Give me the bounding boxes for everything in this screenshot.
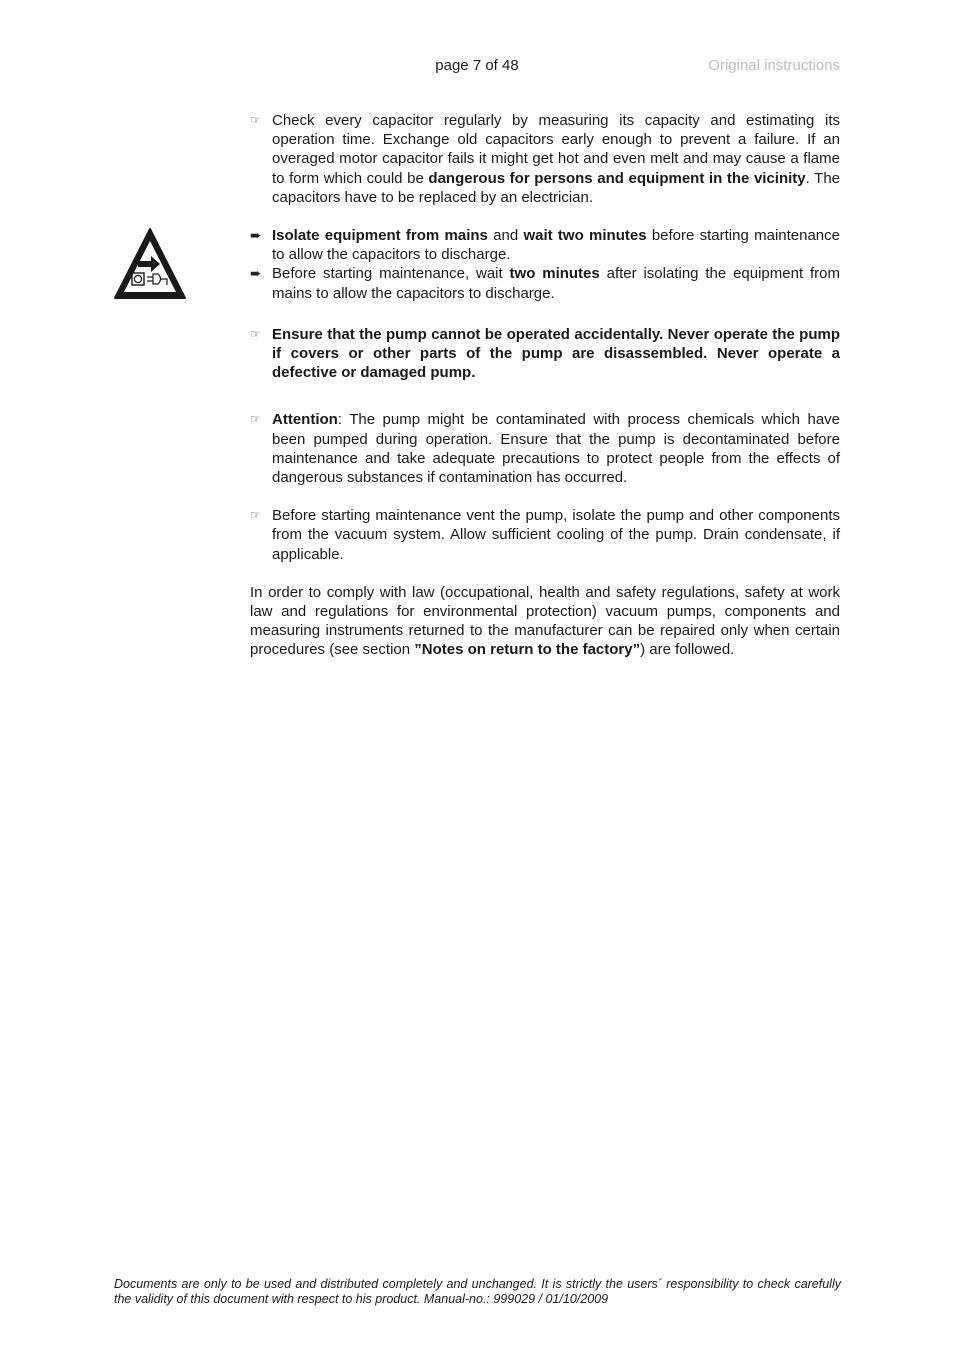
page-number: page 7 of 48 [435, 57, 519, 74]
hand-pointer-icon: ☞ [250, 113, 261, 127]
emphasis: two minutes [509, 265, 600, 283]
note-capacitor-check [250, 111, 840, 207]
main-content [250, 111, 840, 660]
step-isolate-equipment [250, 226, 840, 264]
emphasis: Attention [272, 411, 338, 429]
note-vent-pump [250, 506, 840, 564]
emphasis: Ensure that the pump cannot be operated accidentally. Never operate the pump if covers or other parts of the pump are disassembled. Never operate a defective or damaged pump. [272, 325, 840, 382]
hand-pointer-icon: ☞ [250, 326, 261, 341]
text: Check every capacitor regularly by measuring its capacity and estimating its operation time. Exchange old capacitors early enough to prevent a failure. If an overaged motor capacitor fails it might get hot and even melt and may cause a flame to form which could be [272, 112, 840, 187]
hand-pointer-icon: ☞ [250, 412, 261, 427]
section-reference: ”Notes on return to the factory” [414, 641, 641, 659]
text: Before starting maintenance, wait [272, 265, 510, 283]
text: and [487, 227, 524, 245]
emphasis: dangerous for persons and equipment in the vicinity [428, 169, 806, 187]
text: In order to comply with law (occupational, health and safety regulations, safety at work law and regulations for environmental protection) vacuum pumps, components and measuring instruments returned to the manufacturer can be repaired only when certain procedures (see section [250, 583, 840, 659]
emphasis: wait two minutes [523, 227, 647, 245]
text: ) are followed. [640, 641, 735, 659]
note-attention-contamination [250, 410, 840, 487]
arrow-right-icon: ➨ [250, 265, 262, 282]
footer-disclaimer: Documents are only to be used and distributed completely and unchanged. It is strictly the users´ responsibility to check carefully the validity of this document with respect to his product. Manual-no.: 999029 / 01/10/2009 [114, 1277, 841, 1307]
arrow-right-icon: ➨ [250, 227, 262, 244]
note-prevent-operation [250, 325, 840, 383]
text: . The capacitors have to be replaced by an electrician. [272, 169, 840, 206]
text: before starting maintenance to allow the capacitors to discharge. [272, 227, 840, 264]
emphasis: Isolate equipment from mains [272, 227, 488, 245]
step-wait-two-minutes [250, 264, 840, 302]
text: Before starting maintenance vent the pump, isolate the pump and other components from the vacuum system. Allow sufficient cooling of the pump. Drain condensate, if applicable. [272, 507, 840, 563]
disconnect-mains-warning-icon [112, 226, 188, 302]
text: after isolating the equipment from mains to allow the capacitors to discharge. [272, 265, 840, 302]
hand-pointer-icon: ☞ [250, 508, 261, 523]
document-title: Original instructions [708, 57, 840, 74]
text: : The pump might be contaminated with process chemicals which have been pumped during operation. Ensure that the pump is decontaminated before maintenance and take adequate precautions to protect people from the effects of dangerous substances if contamination has occurred. [272, 411, 840, 487]
return-procedure-paragraph [250, 583, 840, 660]
